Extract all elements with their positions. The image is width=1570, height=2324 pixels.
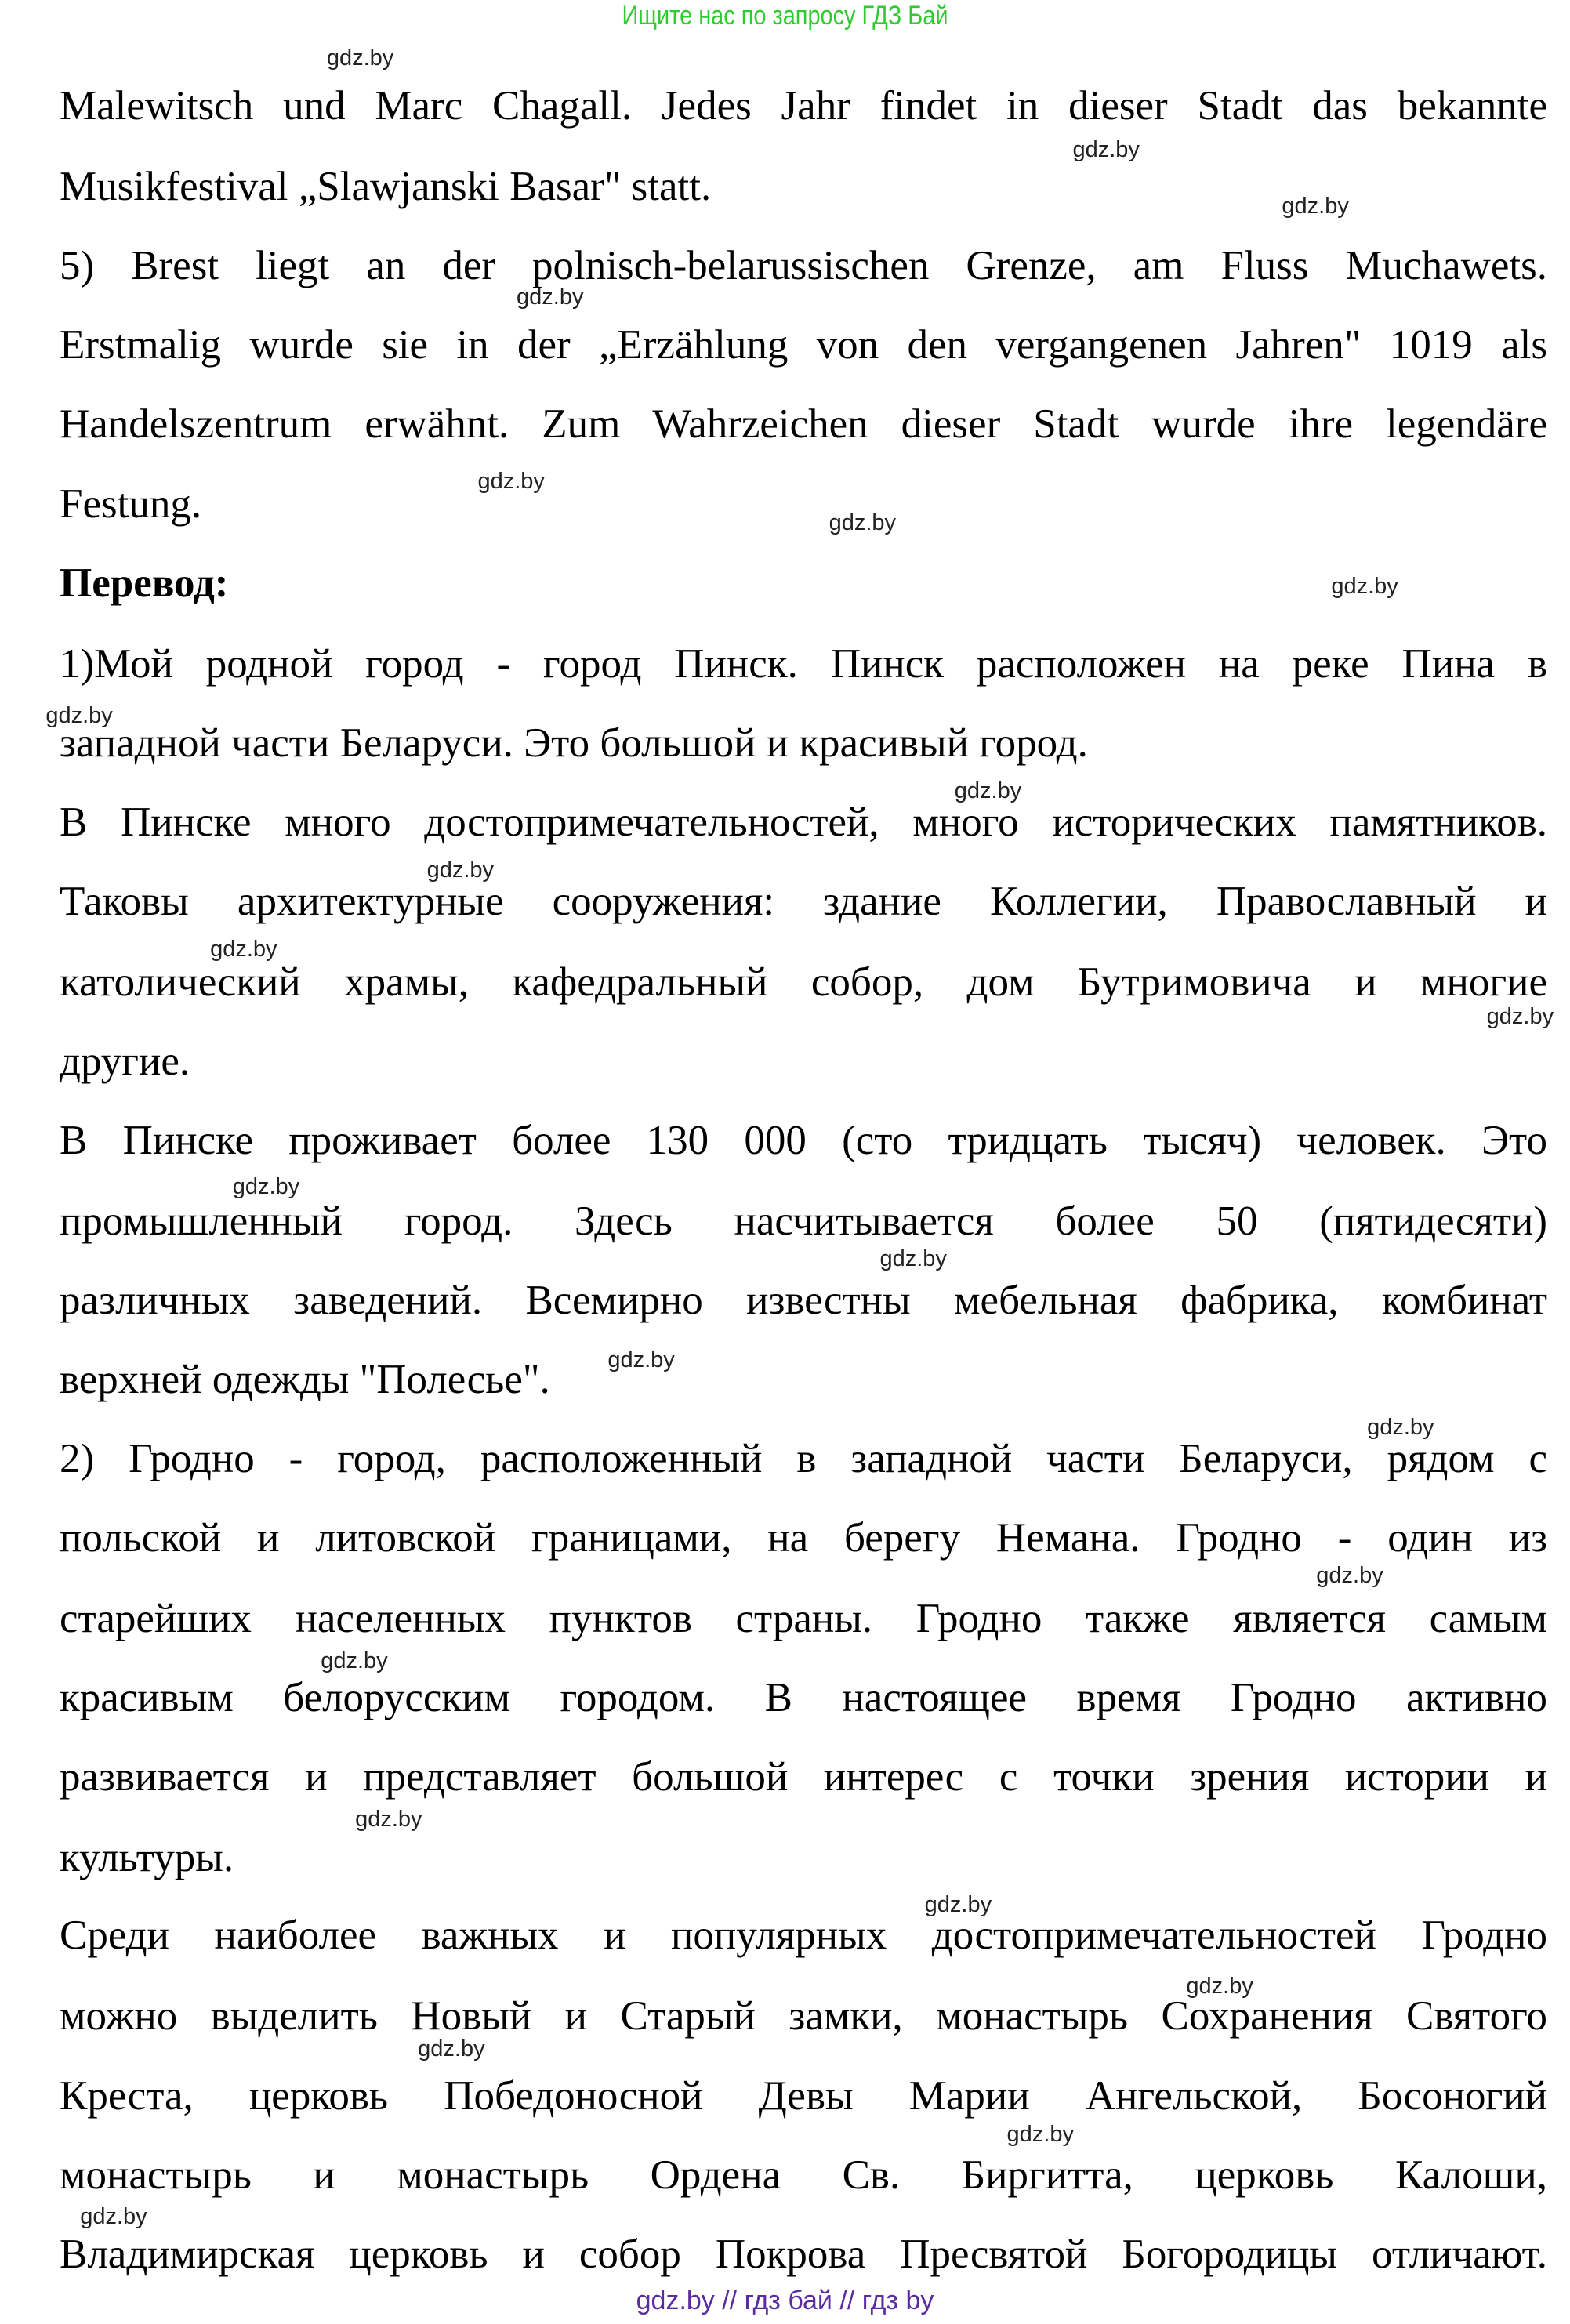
text-line: верхней одежды "Полесье". [60, 1357, 550, 1403]
text-line: Musikfestival „Slawjanski Basar" statt. [60, 164, 712, 210]
watermark: gdz.by [1282, 194, 1349, 219]
watermark: gdz.by [607, 1347, 675, 1373]
text-line: другие. [60, 1038, 190, 1084]
watermark: gdz.by [477, 469, 545, 495]
text-line: католический храмы, кафедральный собор, дом Бутримовича и многие [60, 959, 1547, 1005]
watermark: gdz.by [355, 1806, 422, 1832]
watermark: gdz.by [326, 45, 394, 71]
text-line: 1)Мой родной город - город Пинск. Пинск расположен на реке Пина в [60, 640, 1547, 687]
section-heading: Перевод: [60, 560, 229, 606]
watermark: gdz.by [517, 285, 584, 310]
text-line: красивым белорусским городом. В настоящее время Гродно активно [60, 1675, 1547, 1721]
text-line: Handelszentrum erwähnt. Zum Wahrzeichen dieser Stadt wurde ihre legendäre [60, 401, 1547, 448]
text-line: В Пинске много достопримечательностей, много исторических памятников. [60, 799, 1547, 845]
text-line: Festung. [60, 480, 202, 527]
watermark: gdz.by [1006, 2122, 1074, 2148]
text-line: Erstmalig wurde sie in der „Erzählung von den vergangenen Jahren" 1019 als [60, 322, 1547, 368]
text-line: развивается и представляет большой интерес с точки зрения истории и [60, 1754, 1547, 1800]
text-line: старейших населенных пунктов страны. Гродно также является самым [60, 1596, 1547, 1642]
text-line: Креста, церковь Победоносной Девы Марии Ангельской, Босоногий [60, 2072, 1547, 2119]
watermark: gdz.by [418, 2036, 485, 2062]
watermark: gdz.by [80, 2204, 147, 2230]
watermark: gdz.by [829, 510, 897, 536]
text-line: 2) Гродно - город, расположенный в западной части Беларуси, рядом с [60, 1436, 1547, 1482]
watermark: gdz.by [1367, 1415, 1434, 1441]
watermark: gdz.by [210, 936, 277, 962]
watermark: gdz.by [45, 703, 113, 729]
watermark: gdz.by [879, 1245, 947, 1271]
watermark: gdz.by [1486, 1003, 1554, 1029]
search-banner: Ищите нас по запросу ГДЗ Бай [622, 1, 948, 31]
footer-watermark: gdz.by // гдз бай // гдз by [636, 2286, 934, 2315]
watermark: gdz.by [426, 857, 495, 883]
watermark: gdz.by [1186, 1974, 1253, 2000]
watermark: gdz.by [954, 778, 1022, 803]
text-line: западной части Беларуси. Это большой и красивый город. [60, 720, 1088, 766]
text-line: Среди наиболее важных и популярных достопримечательностей Гродно [60, 1912, 1547, 1959]
watermark: gdz.by [1331, 573, 1398, 599]
text-line: промышленный город. Здесь насчитывается более 50 (пятидесяти) [60, 1198, 1547, 1244]
watermark: gdz.by [321, 1648, 388, 1673]
text-line: можно выделить Новый и Старый замки, монастырь Сохранения Святого [60, 1993, 1547, 2039]
text-line: Владимирская церковь и собор Покрова Пресвятой Богородицы отличают. [60, 2231, 1547, 2277]
text-line: культуры. [60, 1835, 234, 1881]
text-line: Таковы архитектурные сооружения: здание Коллегии, Православный и [60, 878, 1547, 924]
watermark: gdz.by [232, 1174, 300, 1200]
text-line: Malewitsch und Marc Chagall. Jedes Jahr findet in dieser Stadt das bekannte [60, 83, 1547, 129]
watermark: gdz.by [924, 1891, 992, 1917]
text-line: 5) Brest liegt an der polnisch-belarussischen Grenze, am Fluss Muchawets. [60, 243, 1547, 289]
text-line: различных заведений. Всемирно известны мебельная фабрика, комбинат [60, 1277, 1547, 1323]
text-line: польской и литовской границами, на берегу Немана. Гродно - один из [60, 1515, 1547, 1561]
watermark: gdz.by [1316, 1562, 1383, 1588]
text-line: монастырь и монастырь Ордена Св. Биргитта, церковь Калоши, [60, 2152, 1547, 2198]
text-line: В Пинске проживает более 130 000 (сто тридцать тысяч) человек. Это [60, 1117, 1547, 1163]
watermark: gdz.by [1072, 136, 1140, 162]
